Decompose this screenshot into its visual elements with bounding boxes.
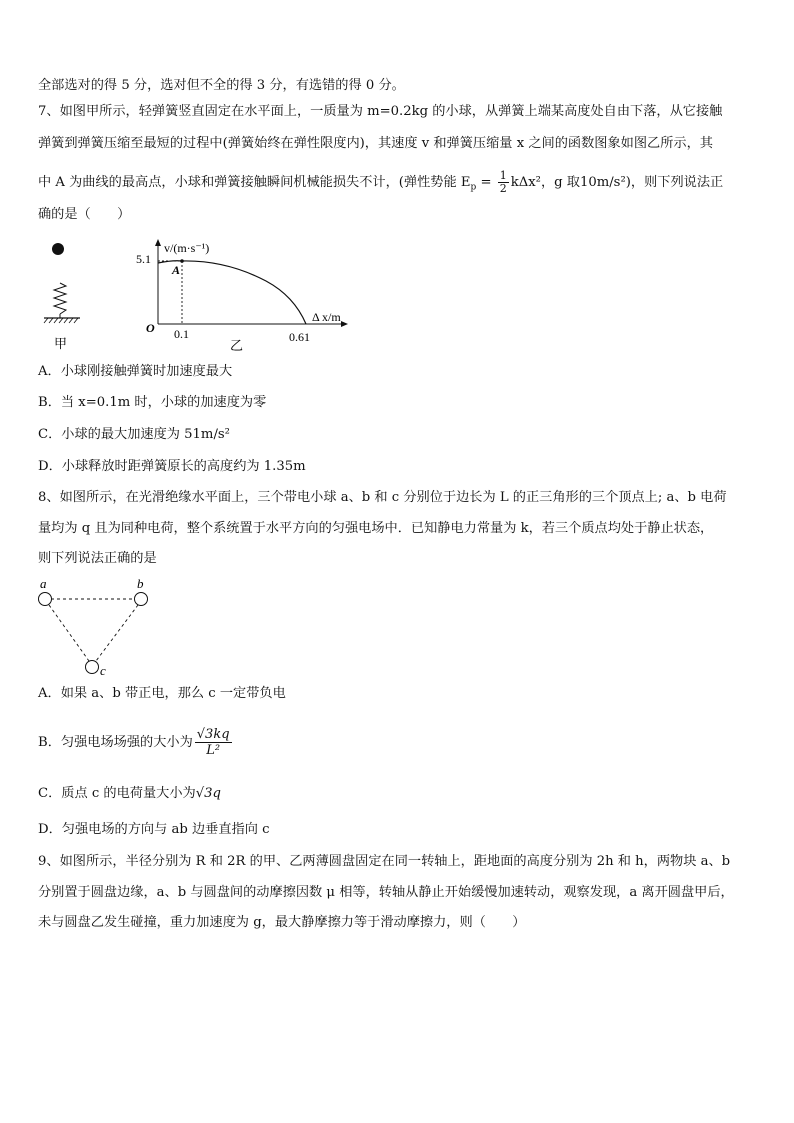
q8-option-c-val: √3q bbox=[195, 786, 221, 801]
q7-option-a: A．小球刚接触弹簧时加速度最大 bbox=[38, 364, 233, 379]
origin-label: O bbox=[146, 321, 155, 335]
q9-line1: 9、如图所示，半径分别为 R 和 2R 的甲、乙两薄圆盘固定在同一转轴上，距地面的高度分别为 2h 和 h，两物块 a、b bbox=[38, 854, 731, 869]
q7-line3-b: kΔx²，g 取10m/s²)，则下列说法正 bbox=[510, 175, 724, 190]
label-yi: 乙 bbox=[230, 338, 244, 353]
q8-line3: 则下列说法正确的是 bbox=[38, 551, 157, 566]
point-a bbox=[180, 259, 184, 263]
edge-ac bbox=[49, 605, 89, 661]
velocity-curve bbox=[158, 261, 306, 324]
q8-option-b-num: √3kq bbox=[196, 727, 230, 742]
q7-line2: 弹簧到弹簧压缩至最短的过程中(弹簧始终在弹性限度内)，其速度 v 和弹簧压缩量 x 之间的函数图象如图乙所示，其 bbox=[38, 136, 713, 151]
q7-figure bbox=[36, 236, 366, 354]
q8-figure bbox=[34, 576, 164, 680]
ball-a bbox=[39, 593, 52, 606]
q8-option-c-text: C．质点 c 的电荷量大小为 bbox=[38, 786, 196, 801]
q8-line1: 8、如图所示，在光滑绝缘水平面上，三个带电小球 a、b 和 c 分别位于边长为 L 的正三角形的三个顶点上; a、b 电荷 bbox=[38, 490, 727, 505]
q9-line2: 分别置于圆盘边缘，a、b 与圆盘间的动摩擦因数 μ 相等，转轴从静止开始缓慢加速转动，观察发现，a 离开圆盘甲后， bbox=[38, 885, 734, 900]
spring-icon bbox=[54, 283, 66, 314]
edge-bc bbox=[96, 605, 138, 661]
q8-option-d: D．匀强电场的方向与 ab 边垂直指向 c bbox=[38, 822, 270, 837]
intro-line: 全部选对的得 5 分，选对但不全的得 3 分，有选错的得 0 分。 bbox=[38, 78, 405, 93]
q7-frac-num: 1 bbox=[499, 169, 507, 182]
q7-line4: 确的是（ ） bbox=[38, 207, 131, 222]
q8-option-b-den: L² bbox=[206, 743, 221, 758]
ball-b bbox=[135, 593, 148, 606]
label-b: b bbox=[137, 576, 144, 591]
x-tick2-label: 0.61 bbox=[289, 330, 310, 344]
q8-option-b-fraction bbox=[195, 727, 232, 758]
q7-eq: = bbox=[476, 175, 496, 190]
x-axis-label: Δ x/m bbox=[312, 310, 341, 324]
y-tick-label: 5.1 bbox=[136, 252, 151, 266]
ground-hatch bbox=[44, 318, 78, 323]
q8-line2: 量均为 q 且为同种电荷，整个系统置于水平方向的匀强电场中．已知静电力常量为 k，若三个质点均处于静止状态， bbox=[38, 521, 714, 536]
q7-line3 bbox=[38, 170, 768, 197]
q8-option-a: A．如果 a、b 带正电，那么 c 一定带负电 bbox=[38, 686, 286, 701]
q9-line3: 未与圆盘乙发生碰撞，重力加速度为 g，最大静摩擦力等于滑动摩擦力，则（ ） bbox=[38, 915, 526, 930]
y-axis-label: v/(m·s⁻¹) bbox=[164, 241, 210, 255]
q7-fraction bbox=[498, 170, 509, 195]
q7-option-c: C．小球的最大加速度为 51m/s² bbox=[38, 427, 230, 442]
q7-frac-den: 2 bbox=[499, 182, 507, 195]
q7-ep-sub: p bbox=[470, 182, 477, 193]
q7-option-b: B．当 x=0.1m 时，小球的加速度为零 bbox=[38, 395, 267, 410]
q8-option-c bbox=[38, 785, 221, 803]
q8-option-b-text: B．匀强电场场强的大小为 bbox=[38, 735, 193, 750]
label-c: c bbox=[100, 663, 106, 678]
label-jia: 甲 bbox=[54, 336, 68, 351]
q8-option-b bbox=[38, 727, 234, 758]
x-tick1-label: 0.1 bbox=[174, 327, 189, 341]
label-a: a bbox=[40, 576, 47, 591]
q7-line3-a: 中 A 为曲线的最高点，小球和弹簧接触瞬间机械能损失不计，(弹性势能 E bbox=[38, 175, 471, 190]
ball-c bbox=[86, 661, 99, 674]
q7-line1: 7、如图甲所示，轻弹簧竖直固定在水平面上，一质量为 m=0.2kg 的小球，从弹簧上端某高度处自由下落，从它接触 bbox=[38, 104, 723, 119]
point-a-label: A bbox=[172, 263, 181, 277]
q7-option-d: D．小球释放时距弹簧原长的高度约为 1.35m bbox=[38, 459, 306, 474]
ball-icon bbox=[52, 243, 64, 255]
